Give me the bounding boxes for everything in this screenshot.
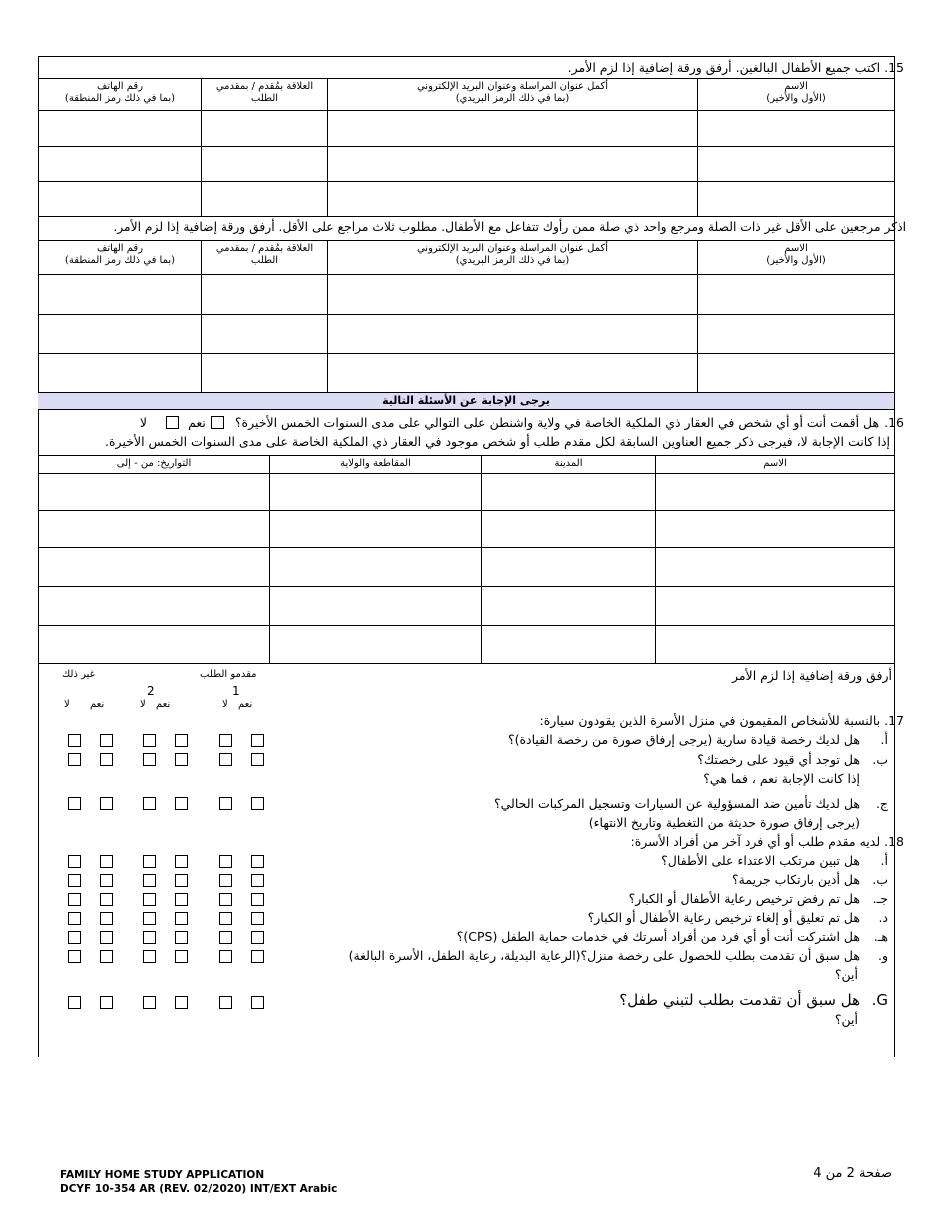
q18-e-applicant-2-no-checkbox[interactable] — [143, 931, 156, 944]
form-number: DCYF 10-354 AR (REV. 02/2020) INT/EXT Arabic — [60, 1183, 338, 1195]
adult-children-table — [38, 78, 895, 217]
q17-b-other-yes-checkbox[interactable] — [100, 753, 113, 766]
q18-f-other-no-checkbox[interactable] — [68, 950, 81, 963]
q17-b-other-no-checkbox[interactable] — [68, 753, 81, 766]
q17-b-applicant-1-yes-checkbox[interactable] — [251, 753, 264, 766]
q18-g-applicant-1-yes-checkbox[interactable] — [251, 996, 264, 1009]
q18-f-other-yes-checkbox[interactable] — [100, 950, 113, 963]
q17-b-followup: إذا كانت الإجابة نعم ، فما هي؟ — [703, 771, 860, 786]
applicant-2-header: 2 — [147, 684, 155, 698]
q18-e-applicant-1-yes-checkbox[interactable] — [251, 931, 264, 944]
form-title: FAMILY HOME STUDY APPLICATION — [60, 1169, 265, 1181]
q17-a-applicant-2-yes-checkbox[interactable] — [175, 734, 188, 747]
q17-a-applicant-2-no-checkbox[interactable] — [143, 734, 156, 747]
q18-f-applicant-1-yes-checkbox[interactable] — [251, 950, 264, 963]
q15-text: اكتب جميع الأطفال البالغين. أرفق ورقة إضافية إذا لزم الأمر. — [567, 60, 881, 75]
q17-a-applicant-1-yes-checkbox[interactable] — [251, 734, 264, 747]
q16-no-checkbox[interactable] — [166, 416, 179, 429]
q18-b-applicant-1-no-checkbox[interactable] — [219, 874, 232, 887]
q16-number: 16. — [884, 415, 904, 430]
q18-e-applicant-2-yes-checkbox[interactable] — [175, 931, 188, 944]
q18-d-other-yes-checkbox[interactable] — [100, 912, 113, 925]
other-yes: نعم — [90, 699, 105, 710]
table-header-row — [39, 456, 895, 474]
attach-note: أرفق ورقة إضافية إذا لزم الأمر — [731, 668, 892, 683]
q18-a-applicant-1-yes-checkbox[interactable] — [251, 855, 264, 868]
references-table — [38, 240, 895, 393]
col-county-state: المقاطعة والولاية — [270, 456, 482, 474]
col-relationship: العلاقة بمُقدم / بمقدمي الطلب — [202, 241, 328, 275]
q17-b-applicant-2-no-checkbox[interactable] — [143, 753, 156, 766]
col-address: أكمل عنوان المراسلة وعنوان البريد الإلكتروني (بما في ذلك الرمز البريدي) — [328, 79, 698, 111]
q18-d-other-no-checkbox[interactable] — [68, 912, 81, 925]
q15-number: 15. — [884, 60, 904, 75]
q18-b-other-yes-checkbox[interactable] — [100, 874, 113, 887]
references-instruction: اذكر مرجعين على الأقل غير ذات الصلة ومرجع واحد ذي صلة ممن رأوك تتفاعل مع الأطفال. مطلوب ثلاث مراجع على الأقل. أرفق ورقة إضافية إذا لزم الأمر. — [113, 220, 906, 234]
other-no: لا — [64, 699, 70, 710]
col-address: أكمل عنوان المراسلة وعنوان البريد الإلكتروني (بما في ذلك الرمز البريدي) — [328, 241, 698, 275]
q18-c-applicant-2-no-checkbox[interactable] — [143, 893, 156, 906]
q18-a-applicant-1-no-checkbox[interactable] — [219, 855, 232, 868]
col-relationship: العلاقة بمُقدم / بمقدمي الطلب — [202, 79, 328, 111]
q16-yes-label: نعم — [188, 415, 206, 430]
q18-b-other-no-checkbox[interactable] — [68, 874, 81, 887]
q18-a-applicant-2-no-checkbox[interactable] — [143, 855, 156, 868]
q18-d-applicant-1-yes-checkbox[interactable] — [251, 912, 264, 925]
table-row[interactable] — [39, 354, 895, 393]
applicants-header: مقدمو الطلب — [200, 669, 257, 680]
page-number: صفحة 2 من 4 — [813, 1166, 892, 1181]
col-name: الاسم (الأول والأخير) — [698, 241, 895, 275]
q17-a-other-no-checkbox[interactable] — [68, 734, 81, 747]
applicant-2-no: لا — [140, 699, 146, 710]
q18-g-other-yes-checkbox[interactable] — [100, 996, 113, 1009]
q17-c-other-no-checkbox[interactable] — [68, 797, 81, 810]
table-row[interactable] — [39, 182, 895, 217]
table-row[interactable] — [39, 626, 895, 664]
table-row[interactable] — [39, 474, 895, 511]
q18-g-applicant-1-no-checkbox[interactable] — [219, 996, 232, 1009]
table-row[interactable] — [39, 111, 895, 147]
q18-c-other-no-checkbox[interactable] — [68, 893, 81, 906]
q18-question: 18. لديه مقدم طلب أو أي فرد آخر من أفراد الأسرة: — [630, 834, 904, 849]
applicant-2-yes: نعم — [156, 699, 171, 710]
q18-f-applicant-1-no-checkbox[interactable] — [219, 950, 232, 963]
q18-g-other-no-checkbox[interactable] — [68, 996, 81, 1009]
table-row[interactable] — [39, 147, 895, 182]
q18-d-applicant-2-no-checkbox[interactable] — [143, 912, 156, 925]
q16-question — [140, 415, 904, 430]
q17-c-applicant-2-yes-checkbox[interactable] — [175, 797, 188, 810]
q18-g-applicant-2-no-checkbox[interactable] — [143, 996, 156, 1009]
q18-b-applicant-1-yes-checkbox[interactable] — [251, 874, 264, 887]
col-name: الاسم — [656, 456, 895, 474]
applicant-1-header: 1 — [232, 684, 240, 698]
q18-g-where: أين؟ — [834, 1012, 858, 1027]
q18-g-applicant-2-yes-checkbox[interactable] — [175, 996, 188, 1009]
q17-a-applicant-1-no-checkbox[interactable] — [219, 734, 232, 747]
q18-f-where: أين؟ — [834, 967, 858, 982]
q18-e-other-yes-checkbox[interactable] — [100, 931, 113, 944]
q18-f-applicant-2-yes-checkbox[interactable] — [175, 950, 188, 963]
col-name: الاسم (الأول والأخير) — [698, 79, 895, 111]
table-row[interactable] — [39, 315, 895, 354]
col-dates: التواريخ: من - إلى — [39, 456, 270, 474]
q17-c-other-yes-checkbox[interactable] — [100, 797, 113, 810]
q18-c-other-yes-checkbox[interactable] — [100, 893, 113, 906]
previous-addresses-table — [38, 455, 895, 664]
q18-a-applicant-2-yes-checkbox[interactable] — [175, 855, 188, 868]
q15-question — [568, 60, 904, 75]
table-header-row — [39, 79, 895, 111]
q18-d-applicant-1-no-checkbox[interactable] — [219, 912, 232, 925]
q17-b-applicant-1-no-checkbox[interactable] — [219, 753, 232, 766]
table-row[interactable] — [39, 587, 895, 626]
q16-yes-checkbox[interactable] — [211, 416, 224, 429]
table-row[interactable] — [39, 511, 895, 548]
q18-e-applicant-1-no-checkbox[interactable] — [219, 931, 232, 944]
q18-b-applicant-2-no-checkbox[interactable] — [143, 874, 156, 887]
col-city: المدينة — [482, 456, 656, 474]
q18-c-applicant-1-no-checkbox[interactable] — [219, 893, 232, 906]
q18-c-applicant-1-yes-checkbox[interactable] — [251, 893, 264, 906]
applicant-1-no: لا — [222, 699, 228, 710]
other-header: غير ذلك — [62, 669, 95, 680]
q16-no-label: لا — [139, 415, 148, 430]
q17-question: 17. بالنسبة للأشخاص المقيمون في منزل الأسرة الذين يقودون سيارة: — [539, 713, 904, 728]
q18-b-applicant-2-yes-checkbox[interactable] — [175, 874, 188, 887]
col-phone: رقم الهاتف (بما في ذلك رمز المنطقة) — [39, 79, 202, 111]
q17-c-applicant-1-yes-checkbox[interactable] — [251, 797, 264, 810]
q18-e-other-no-checkbox[interactable] — [68, 931, 81, 944]
q18-c-applicant-2-yes-checkbox[interactable] — [175, 893, 188, 906]
q16-followup: إذا كانت الإجابة لا، فيرجى ذكر جميع العناوين السابقة لكل مقدم طلب أو شخص موجود في العقار ذي الملكية الخاصة على مدى السنوات الخمس الأخيرة. — [105, 434, 890, 449]
table-row[interactable] — [39, 548, 895, 587]
applicant-1-yes: نعم — [238, 699, 253, 710]
q17-a-other-yes-checkbox[interactable] — [100, 734, 113, 747]
q18-a-other-no-checkbox[interactable] — [68, 855, 81, 868]
q17-b-applicant-2-yes-checkbox[interactable] — [175, 753, 188, 766]
q16-text: هل أقمت أنت أو أي شخص في العقار ذي الملكية الخاصة في ولاية واشنطن على التوالي على مدى السنوات الخمس الأخيرة؟ — [234, 415, 880, 430]
col-phone: رقم الهاتف (بما في ذلك رمز المنطقة) — [39, 241, 202, 275]
q17-c-applicant-1-no-checkbox[interactable] — [219, 797, 232, 810]
q17-c-followup: (يرجى إرفاق صورة حديثة من التغطية وتاريخ الانتهاء) — [588, 815, 860, 830]
section-header: يرجى الإجابة عن الأسئلة التالية — [38, 392, 894, 410]
q17-c-applicant-2-no-checkbox[interactable] — [143, 797, 156, 810]
q18-f-applicant-2-no-checkbox[interactable] — [143, 950, 156, 963]
table-row[interactable] — [39, 275, 895, 315]
q18-d-applicant-2-yes-checkbox[interactable] — [175, 912, 188, 925]
table-header-row — [39, 241, 895, 275]
q18-a-other-yes-checkbox[interactable] — [100, 855, 113, 868]
